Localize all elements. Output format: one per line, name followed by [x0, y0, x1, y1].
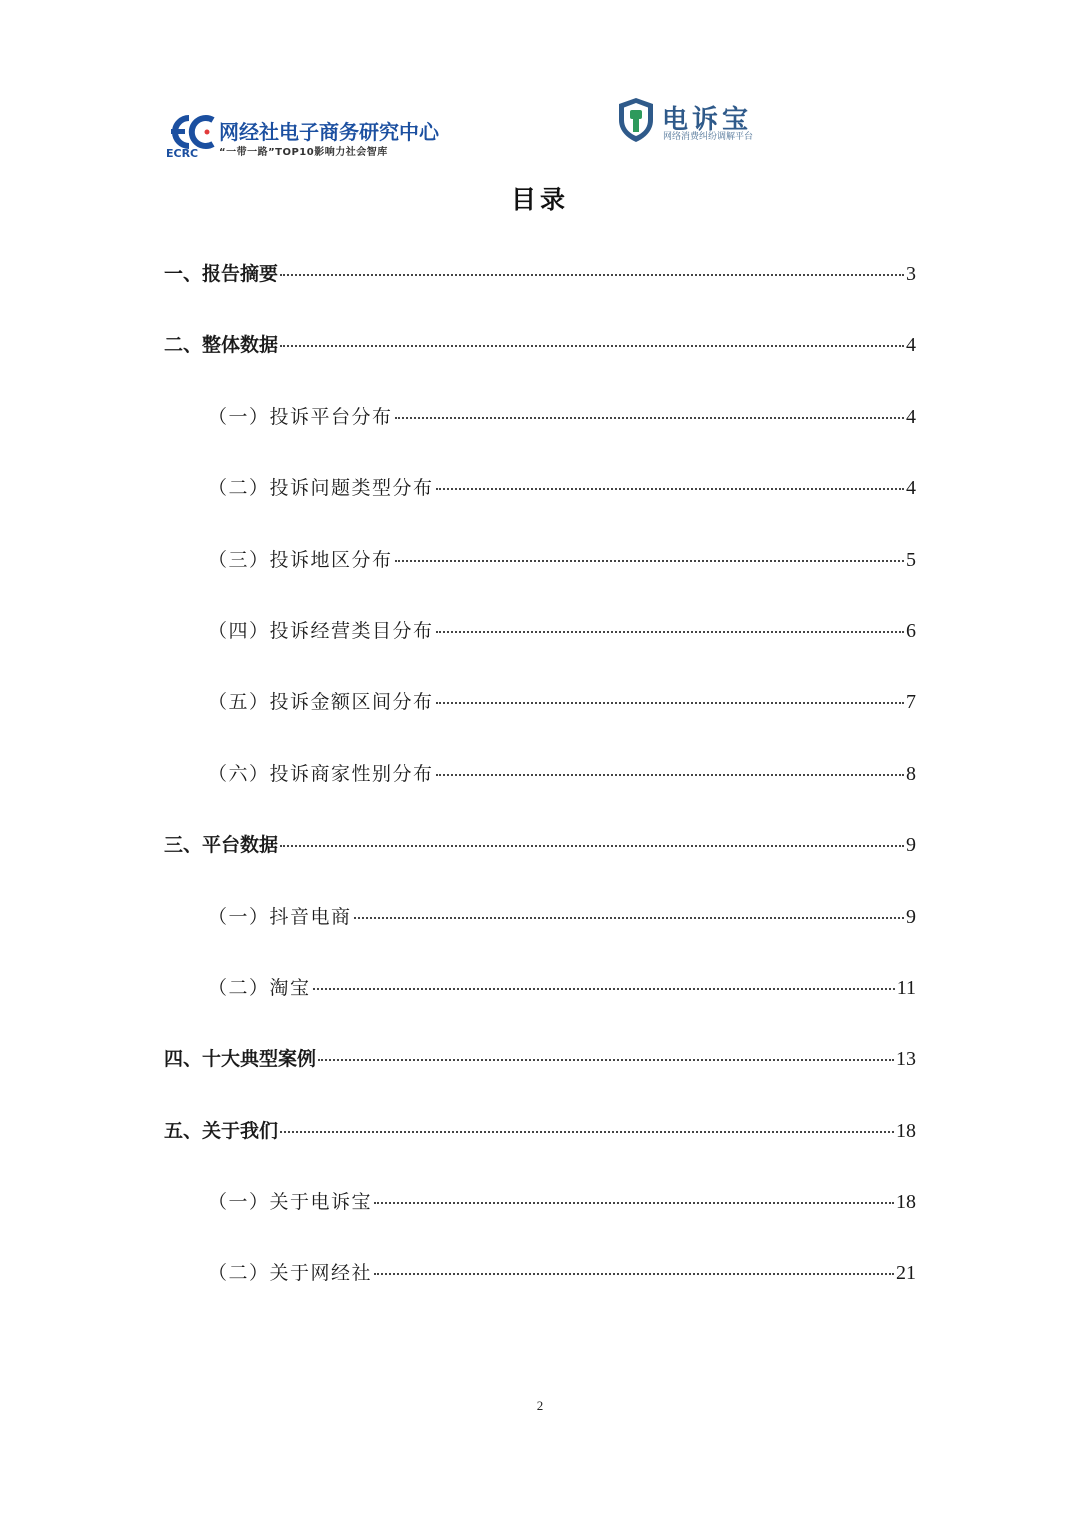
toc-entry-page-number: 7 [906, 691, 916, 714]
toc-entry[interactable] [164, 759, 916, 830]
toc-entry[interactable] [164, 902, 916, 973]
toc-entry-page-number: 9 [906, 834, 916, 857]
toc-dot-leader [318, 1059, 894, 1061]
toc-entry[interactable] [164, 402, 916, 473]
toc-entry[interactable] [164, 973, 916, 1044]
toc-entry-page-number: 3 [906, 263, 916, 285]
toc-entry-label: （五）投诉金额区间分布 [208, 691, 434, 714]
toc-dot-leader [395, 417, 904, 419]
toc-dot-leader [436, 488, 904, 490]
toc-entry-label: （二）关于网经社 [208, 1262, 373, 1285]
footer-page-number: 2 [536, 1398, 544, 1413]
toc-entry-label: （三）投诉地区分布 [208, 548, 393, 571]
toc-entry[interactable] [164, 1044, 916, 1115]
toc-entry-page-number: 4 [906, 477, 916, 500]
toc-entry-page-number: 8 [906, 762, 916, 785]
toc-entry[interactable] [164, 473, 916, 544]
toc-entry-page-number: 18 [896, 1191, 916, 1214]
toc-dot-leader [374, 1202, 894, 1204]
toc-entry-label: （二）淘宝 [208, 976, 311, 999]
toc-entry-page-number: 11 [896, 976, 916, 999]
toc-dot-leader [280, 274, 904, 276]
toc-entry-page-number: 4 [906, 405, 916, 428]
toc-entry-page-number: 5 [906, 548, 916, 571]
dianshubao-logo [616, 96, 766, 146]
toc-entry-label: 三、平台数据 [164, 834, 279, 857]
toc-entry[interactable] [164, 1187, 916, 1258]
ecrc-slogan: “一带一路”TOP10影响力社会智库 [219, 147, 388, 158]
toc-entry-label: （六）投诉商家性别分布 [208, 762, 434, 785]
dianshubao-subtitle: 网络消费纠纷调解平台 [663, 132, 754, 142]
table-of-contents [164, 259, 916, 1330]
toc-dot-leader [313, 988, 895, 990]
shield-fist-icon [616, 96, 656, 144]
toc-dot-leader [436, 702, 904, 704]
toc-entry[interactable] [164, 545, 916, 616]
toc-entry-page-number: 13 [896, 1048, 916, 1071]
ecrc-abbreviation: ECRC [166, 147, 199, 160]
toc-title: 目录 [510, 185, 569, 214]
dianshubao-brand: 电诉宝 [662, 105, 753, 135]
toc-dot-leader [354, 917, 904, 919]
toc-entry[interactable] [164, 330, 916, 401]
toc-entry-page-number: 18 [896, 1119, 916, 1142]
toc-entry[interactable] [164, 1116, 916, 1187]
toc-entry-label: （一）抖音电商 [208, 905, 352, 928]
toc-entry-label: 四、十大典型案例 [164, 1048, 317, 1071]
toc-dot-leader [436, 631, 904, 633]
toc-dot-leader [395, 560, 904, 562]
toc-entry[interactable] [164, 259, 916, 330]
toc-entry-page-number: 6 [906, 619, 916, 642]
toc-dot-leader [374, 1273, 894, 1275]
toc-entry[interactable] [164, 1258, 916, 1329]
toc-entry-page-number: 21 [896, 1262, 916, 1285]
toc-dot-leader [280, 1131, 894, 1133]
toc-dot-leader [280, 345, 904, 347]
toc-entry-page-number: 9 [906, 905, 916, 928]
ecrc-name: 网经社电子商务研究中心 [219, 120, 439, 144]
toc-entry-label: 五、关于我们 [164, 1119, 279, 1142]
ecrc-logo [163, 112, 443, 164]
toc-dot-leader [280, 845, 904, 847]
toc-entry-label: （二）投诉问题类型分布 [208, 477, 434, 500]
toc-entry-label: （一）关于电诉宝 [208, 1191, 373, 1214]
toc-entry-label: 一、报告摘要 [164, 263, 279, 285]
toc-entry[interactable] [164, 687, 916, 758]
toc-dot-leader [436, 774, 904, 776]
toc-entry[interactable] [164, 830, 916, 901]
toc-entry-label: （四）投诉经营类目分布 [208, 619, 434, 642]
toc-entry-label: （一）投诉平台分布 [208, 405, 393, 428]
toc-entry-label: 二、整体数据 [164, 334, 279, 357]
toc-entry[interactable] [164, 616, 916, 687]
toc-entry-page-number: 4 [906, 334, 916, 357]
